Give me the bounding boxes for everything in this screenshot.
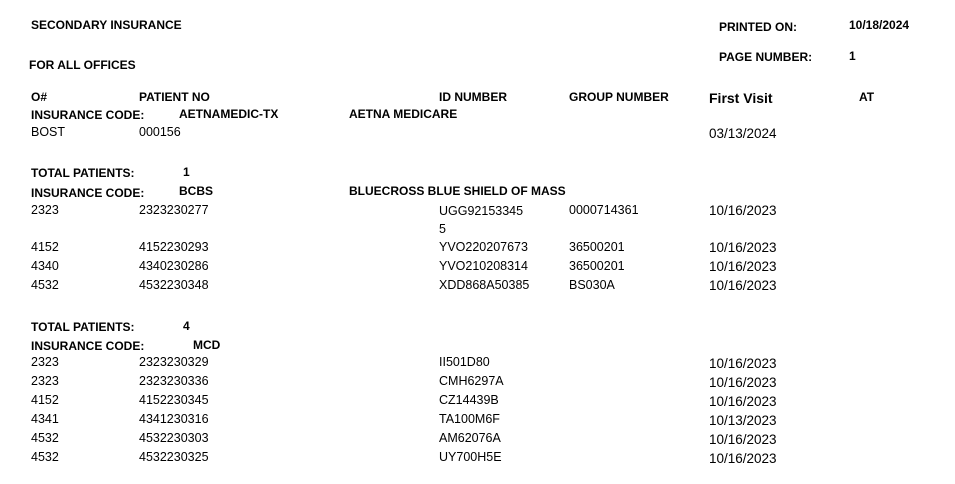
- group-number-cell: 0000714361: [569, 203, 639, 217]
- col-header-first-visit: First Visit: [709, 90, 773, 106]
- col-header-office: O#: [31, 90, 48, 104]
- patient-no-cell: 4532230325: [139, 450, 209, 464]
- first-visit-cell: 10/16/2023: [709, 259, 777, 274]
- report-title: SECONDARY INSURANCE: [31, 18, 182, 32]
- patient-no-cell: 4532230303: [139, 431, 209, 445]
- page-number-label: PAGE NUMBER:: [719, 50, 813, 64]
- insurance-code-value: BCBS: [179, 184, 214, 198]
- first-visit-cell: 10/16/2023: [709, 451, 777, 466]
- total-patients-value: 4: [183, 319, 190, 333]
- id-number-cell: II501D80: [439, 355, 490, 369]
- patient-no-cell: 2323230329: [139, 355, 209, 369]
- office-cell: 2323: [31, 374, 59, 388]
- insurance-name: AETNA MEDICARE: [349, 107, 458, 121]
- patient-no-cell: 2323230336: [139, 374, 209, 388]
- patient-no-cell: 4152230345: [139, 393, 209, 407]
- insurance-code-label: INSURANCE CODE:: [31, 186, 145, 200]
- office-cell: 4340: [31, 259, 59, 273]
- patient-no-cell: 4341230316: [139, 412, 209, 426]
- id-number-cell: UGG92153345: [439, 204, 524, 218]
- id-number-cell: CMH6297A: [439, 374, 504, 388]
- office-cell: 4532: [31, 450, 59, 464]
- col-header-id-number: ID NUMBER: [439, 90, 507, 104]
- office-cell: 2323: [31, 355, 59, 369]
- office-cell: BOST: [31, 125, 66, 139]
- id-number-cell-continuation: 5: [439, 222, 446, 236]
- group-number-cell: 36500201: [569, 240, 625, 254]
- first-visit-cell: 10/16/2023: [709, 356, 777, 371]
- insurance-code-value: MCD: [193, 338, 221, 352]
- insurance-code-label: INSURANCE CODE:: [31, 108, 145, 122]
- first-visit-cell: 10/16/2023: [709, 203, 777, 218]
- office-cell: 4341: [31, 412, 59, 426]
- col-header-patient-no: PATIENT NO: [139, 90, 210, 104]
- total-patients-label: TOTAL PATIENTS:: [31, 166, 135, 180]
- col-header-at: AT: [859, 90, 875, 104]
- id-number-cell: YVO220207673: [439, 240, 528, 254]
- patient-no-cell: 2323230277: [139, 203, 209, 217]
- group-number-cell: 36500201: [569, 259, 625, 273]
- first-visit-cell: 10/16/2023: [709, 278, 777, 293]
- first-visit-cell: 10/16/2023: [709, 375, 777, 390]
- patient-no-cell: 4340230286: [139, 259, 209, 273]
- col-header-group-number: GROUP NUMBER: [569, 90, 669, 104]
- printed-on-value: 10/18/2024: [849, 18, 910, 32]
- patient-no-cell: 4152230293: [139, 240, 209, 254]
- first-visit-cell: 10/16/2023: [709, 394, 777, 409]
- office-cell: 4532: [31, 431, 59, 445]
- id-number-cell: CZ14439B: [439, 393, 499, 407]
- report-subtitle: FOR ALL OFFICES: [29, 58, 136, 72]
- first-visit-cell: 10/13/2023: [709, 413, 777, 428]
- id-number-cell: AM62076A: [439, 431, 501, 445]
- office-cell: 4152: [31, 240, 59, 254]
- first-visit-cell: 10/16/2023: [709, 240, 777, 255]
- total-patients-value: 1: [183, 165, 190, 179]
- printed-on-label: PRINTED ON:: [719, 20, 797, 34]
- insurance-code-label: INSURANCE CODE:: [31, 339, 145, 353]
- first-visit-cell: 10/16/2023: [709, 432, 777, 447]
- group-number-cell: BS030A: [569, 278, 615, 292]
- insurance-name: BLUECROSS BLUE SHIELD OF MASS: [349, 184, 566, 198]
- insurance-code-value: AETNAMEDIC-TX: [179, 107, 279, 121]
- patient-no-cell: 4532230348: [139, 278, 209, 292]
- total-patients-label: TOTAL PATIENTS:: [31, 320, 135, 334]
- first-visit-cell: 03/13/2024: [709, 126, 777, 141]
- office-cell: 2323: [31, 203, 59, 217]
- id-number-cell: YVO210208314: [439, 259, 528, 273]
- office-cell: 4532: [31, 278, 59, 292]
- id-number-cell: UY700H5E: [439, 450, 502, 464]
- id-number-cell: TA100M6F: [439, 412, 500, 426]
- page-number-value: 1: [849, 49, 856, 63]
- id-number-cell: XDD868A50385: [439, 278, 530, 292]
- office-cell: 4152: [31, 393, 59, 407]
- patient-no-cell: 000156: [139, 125, 181, 139]
